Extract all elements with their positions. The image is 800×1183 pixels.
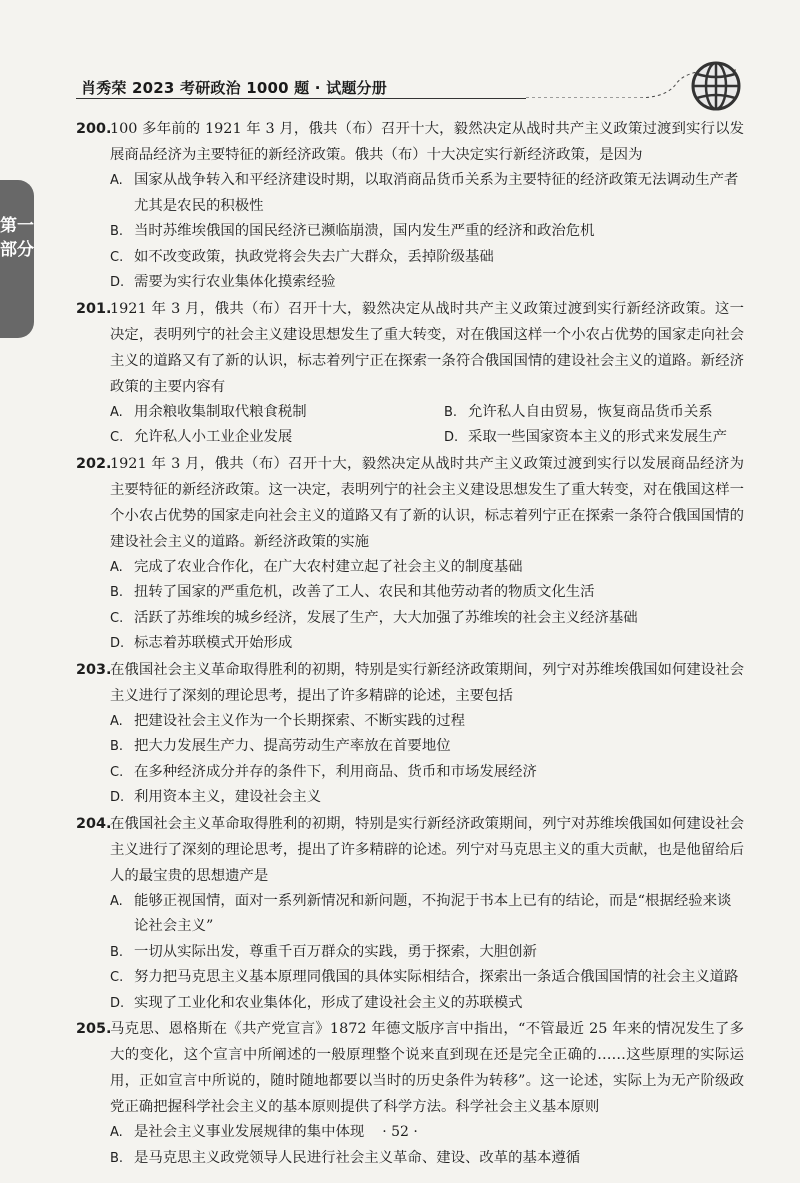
option-text: 需要为实行农业集体化摸索经验 — [134, 274, 336, 290]
option-letter: D. — [110, 275, 125, 290]
option-text: 标志着苏联模式开始形成 — [134, 635, 293, 651]
question-202 — [76, 451, 744, 657]
option-d — [76, 785, 744, 811]
option-letter: B. — [110, 739, 124, 754]
option-letter: C. — [110, 610, 124, 626]
option-letter: C. — [110, 970, 124, 985]
section-side-tab — [0, 180, 34, 338]
option-text: 完成了农业合作化，在广大农村建立起了社会主义的制度基础 — [134, 558, 523, 575]
question-number: 202. — [76, 455, 112, 472]
option-text: 允许私人小工业企业发展 — [134, 429, 293, 445]
option-text: 扭转了国家的严重危机，改善了工人、农民和其他劳动者的物质文化生活 — [134, 584, 595, 600]
option-letter: B. — [110, 224, 124, 239]
option-letter: B. — [110, 585, 124, 600]
question-201 — [76, 296, 744, 451]
option-b — [76, 940, 744, 966]
option-c — [76, 606, 744, 632]
option-letter: B. — [110, 944, 124, 960]
option-text: 实现了工业化和农业集体化，形成了建设社会主义的苏联模式 — [134, 994, 523, 1011]
option-d — [410, 425, 744, 451]
header-rule — [76, 98, 526, 99]
question-205 — [76, 1016, 744, 1171]
question-text: 100 多年前的 1921 年 3 月，俄共（布）召开十大，毅然决定从战时共产主义政策过渡到实行以发展商品经济为主要特征的新经济政策。俄共（布）十大决定实行新经济政策，是因为 — [110, 121, 744, 163]
page-number: · 52 · — [382, 1124, 418, 1140]
question-text: 在俄国社会主义革命取得胜利的初期，特别是实行新经济政策期间，列宁对苏维埃俄国如何建设社会主义进行了深刻的理论思考，提出了许多精辟的论述，主要包括 — [110, 661, 744, 704]
option-text: 采取一些国家资本主义的形式来发展生产 — [468, 429, 728, 445]
option-c — [76, 760, 744, 786]
option-letter: C. — [110, 764, 124, 780]
option-a — [76, 555, 744, 581]
option-text: 当时苏维埃俄国的国民经济已濒临崩溃，国内发生严重的经济和政治危机 — [134, 223, 595, 239]
question-stem — [76, 811, 744, 889]
option-letter: A. — [110, 1125, 123, 1140]
question-stem — [76, 296, 744, 400]
option-a — [76, 709, 744, 735]
question-text: 1921 年 3 月，俄共（布）召开十大，毅然决定从战时共产主义政策过渡到实行以发展商品经济为主要特征的新经济政策。这一决定，表明列宁的社会主义建设思想发生了重大转变，对在俄国这样一个小农占优势的国家走向社会主义的道路又有了新的认识，标志着列宁正在探索一条符合俄国国情的建设社会主义的道路。新经济政策的实施 — [110, 455, 744, 550]
option-a — [76, 889, 744, 940]
question-stem — [76, 1016, 744, 1120]
option-letter: A. — [110, 893, 123, 909]
option-b — [76, 219, 744, 245]
option-d — [76, 631, 744, 657]
question-number: 200. — [76, 121, 112, 137]
side-tab-line-2: 部分 — [0, 240, 34, 260]
option-a — [76, 400, 410, 426]
option-text: 努力把马克思主义基本原理同俄国的具体实际相结合，探索出一条适合俄国国情的社会主义道路 — [134, 969, 739, 985]
question-number: 201. — [76, 300, 112, 317]
question-stem — [76, 451, 744, 555]
option-a — [76, 168, 744, 219]
option-text: 把建设社会主义作为一个长期探索、不断实践的过程 — [134, 712, 465, 729]
question-list — [76, 116, 744, 1171]
option-text: 活跃了苏维埃的城乡经济，发展了生产，大大加强了苏维埃的社会主义经济基础 — [134, 609, 638, 626]
option-text: 国家从战争转入和平经济建设时期，以取消商品货币关系为主要特征的经济政策无法调动生产者尤其是农民的积极性 — [134, 172, 739, 214]
option-letter: C. — [110, 430, 124, 445]
option-letter: D. — [110, 995, 125, 1011]
option-text: 一切从实际出发，尊重千百万群众的实践，勇于探索，大胆创新 — [134, 943, 537, 960]
question-stem — [76, 657, 744, 709]
option-letter: A. — [110, 713, 123, 729]
option-text: 是社会主义事业发展规律的集中体现 — [134, 1124, 365, 1140]
option-c — [76, 425, 410, 451]
option-letter: A. — [110, 173, 123, 188]
question-number: 204. — [76, 815, 112, 832]
option-d — [76, 991, 744, 1017]
option-letter: D. — [110, 790, 125, 805]
option-text: 允许私人自由贸易，恢复商品货币关系 — [468, 403, 713, 420]
question-number: 205. — [76, 1021, 112, 1037]
option-b — [76, 580, 744, 606]
page-header — [76, 58, 736, 104]
option-text: 在多种经济成分并存的条件下，利用商品、货币和市场发展经济 — [134, 763, 537, 780]
question-text: 1921 年 3 月，俄共（布）召开十大，毅然决定从战时共产主义政策过渡到实行新经济政策。这一决定，表明列宁的社会主义建设思想发生了重大转变，对在俄国这样一个小农占优势的国家走向社会主义的道路又有了新的认识，标志着列宁正在探索一条符合俄国国情的建设社会主义的道路。新经济政策的主要内容有 — [110, 300, 744, 395]
option-text: 是马克思主义政党领导人民进行社会主义革命、建设、改革的基本遵循 — [134, 1149, 581, 1166]
question-stem — [76, 116, 744, 168]
question-text: 马克思、恩格斯在《共产党宣言》1872 年德文版序言中指出，“不管最近 25 年来的情况发生了多大的变化，这个宣言中所阐述的一般原理整个说来直到现在还是完全正确的……这些原理的实际运用，正如宣言中所说的，随时随地都要以当时的历史条件为转移”。这一论述，实际上为无产阶级政党正确把握科学社会主义的基本原则提供了科学方法。科学社会主义基本原则 — [110, 1021, 744, 1115]
option-b — [76, 1146, 744, 1172]
option-letter: B. — [110, 1150, 124, 1166]
question-text: 在俄国社会主义革命取得胜利的初期，特别是实行新经济政策期间，列宁对苏维埃俄国如何建设社会主义进行了深刻的理论思考，提出了许多精辟的论述。列宁对马克思主义的重大贡献，也是他留给后人的最宝贵的思想遗产是 — [110, 815, 744, 884]
option-letter: A. — [110, 404, 123, 420]
option-text: 用余粮收集制取代粮食税制 — [134, 403, 307, 420]
option-b — [410, 400, 744, 426]
option-text: 如不改变政策，执政党将会失去广大群众，丢掉阶级基础 — [134, 248, 494, 265]
question-number: 203. — [76, 661, 112, 678]
option-letter: D. — [444, 430, 459, 445]
option-b — [76, 734, 744, 760]
option-letter: D. — [110, 636, 125, 651]
option-text: 把大力发展生产力、提高劳动生产率放在首要地位 — [134, 738, 451, 754]
question-203 — [76, 657, 744, 811]
option-d — [76, 270, 744, 296]
option-c — [76, 245, 744, 271]
option-letter: B. — [444, 404, 458, 420]
side-tab-line-1: 第一 — [0, 216, 34, 236]
question-204 — [76, 811, 744, 1017]
option-text: 能够正视国情，面对一系列新情况和新问题，不拘泥于书本上已有的结论，而是“根据经验来谈论社会主义” — [134, 892, 732, 934]
option-grid — [76, 400, 744, 451]
option-c — [76, 965, 744, 991]
book-title: 肖秀荣 2023 考研政治 1000 题 · 试题分册 — [81, 79, 387, 97]
question-200 — [76, 116, 744, 296]
option-letter: A. — [110, 559, 123, 575]
option-text: 利用资本主义，建设社会主义 — [134, 789, 322, 805]
option-letter: C. — [110, 249, 124, 265]
globe-icon — [690, 60, 742, 112]
